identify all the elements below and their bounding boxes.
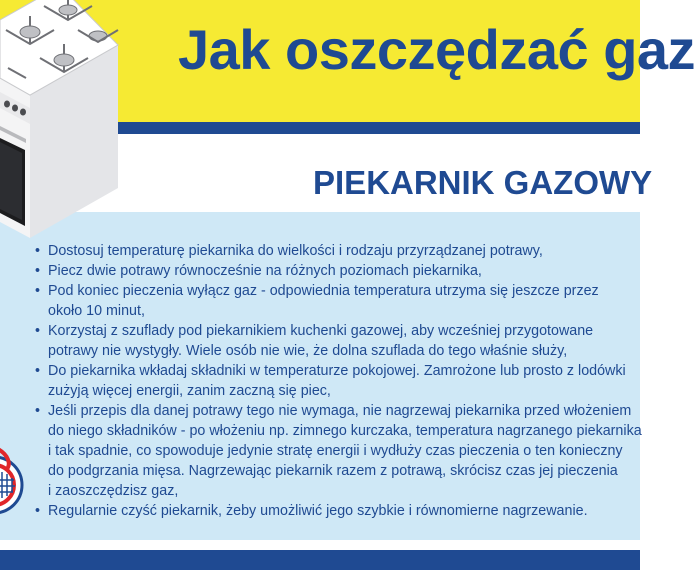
tip-line: Pod koniec pieczenia wyłącz gaz - odpowiednia temperatura utrzyma się jeszcze przez xyxy=(48,283,599,299)
tip-line: zużyją więcej energii, zanim zaczną się piec, xyxy=(48,383,331,399)
page-title: Jak oszczędzać gaz xyxy=(178,18,695,81)
tip-line: Piecz dwie potrawy równocześnie na różnych poziomach piekarnika, xyxy=(48,263,482,279)
tip-line: potrawy nie wystygły. Wiele osób nie wie, że dolna szuflada do tego właśnie służy, xyxy=(48,343,568,359)
tips-list xyxy=(36,241,676,521)
bullet-icon: • xyxy=(35,243,41,259)
list-item xyxy=(36,321,676,361)
partial-circular-logo-icon xyxy=(0,440,24,530)
list-item xyxy=(36,501,676,521)
list-item xyxy=(36,361,676,401)
gas-stove-illustration-icon xyxy=(0,0,130,240)
bullet-icon: • xyxy=(35,503,41,519)
tip-line: około 10 minut, xyxy=(48,303,145,319)
list-item xyxy=(36,401,676,501)
tip-line: Do piekarnika wkładaj składniki w temperaturze pokojowej. Zamrożone lub prosto z lodówki xyxy=(48,363,626,379)
bullet-icon: • xyxy=(35,403,41,419)
tip-line: Korzystaj z szuflady pod piekarnikiem kuchenki gazowej, aby wcześniej przygotowane xyxy=(48,323,594,339)
tip-line: Dostosuj temperaturę piekarnika do wielkości i rodzaju przyrządzanej potrawy, xyxy=(48,243,543,259)
tip-line: Regularnie czyść piekarnik, żeby umożliwić jego szybkie i równomierne nagrzewanie. xyxy=(48,503,588,519)
tip-line: Jeśli przepis dla danej potrawy tego nie wymaga, nie nagrzewaj piekarnika przed włożeniem xyxy=(48,403,632,419)
footer-gap xyxy=(0,540,640,550)
footer-stripe xyxy=(0,550,640,570)
bullet-icon: • xyxy=(35,263,41,279)
list-item xyxy=(36,241,676,261)
list-item xyxy=(36,281,676,321)
tip-line: i zaoszczędzisz gaz, xyxy=(48,483,179,499)
section-title: PIEKARNIK GAZOWY xyxy=(313,164,653,201)
bullet-icon: • xyxy=(35,283,41,299)
list-item xyxy=(36,261,676,281)
bullet-icon: • xyxy=(35,363,41,379)
tip-line: do niego składników - po włożeniu np. zimnego kurczaka, temperatura nagrzanego piekarnika xyxy=(48,423,642,439)
tip-line: do podgrzania mięsa. Nagrzewając piekarnik razem z potrawą, skrócisz czas jej pieczenia xyxy=(48,463,618,479)
bullet-icon: • xyxy=(35,323,41,339)
tip-line: i tak spadnie, co spowoduje jedynie stratę energii i wydłuży czas pieczenia o ten konieczny xyxy=(48,443,623,459)
